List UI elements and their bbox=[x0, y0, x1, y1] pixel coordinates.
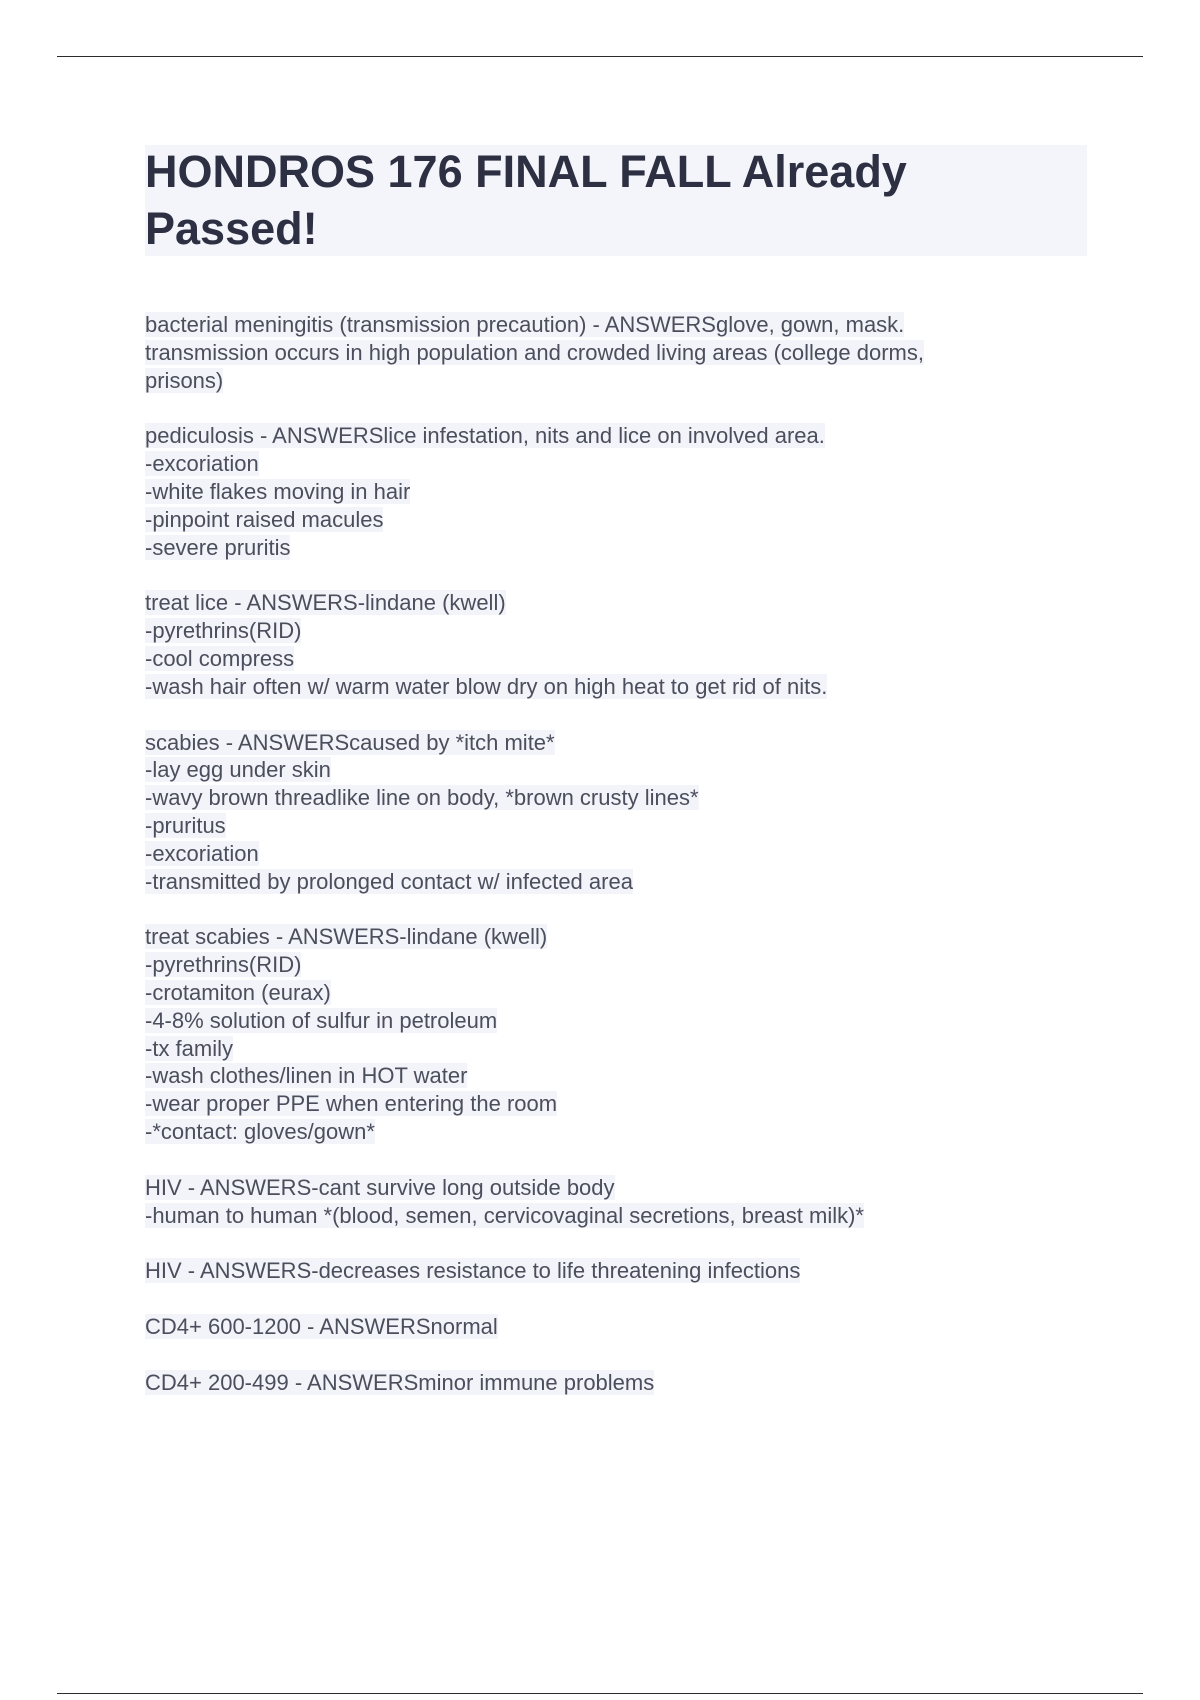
qa-line: CD4+ 200-499 - ANSWERSminor immune problems bbox=[145, 1369, 655, 1395]
qa-entry bbox=[145, 1174, 1045, 1230]
qa-line: HIV - ANSWERS-cant survive long outside body bbox=[145, 1174, 615, 1200]
bottom-rule bbox=[57, 1693, 1143, 1694]
title-line: Passed! bbox=[145, 203, 318, 254]
qa-line: -excoriation bbox=[145, 451, 259, 477]
qa-line: CD4+ 600-1200 - ANSWERSnormal bbox=[145, 1314, 498, 1340]
qa-line: -transmitted by prolonged contact w/ infected area bbox=[145, 868, 633, 894]
qa-line: pediculosis - ANSWERSlice infestation, nits and lice on involved area. bbox=[145, 423, 825, 449]
qa-entry bbox=[145, 1313, 1045, 1341]
top-rule bbox=[57, 56, 1143, 57]
qa-entry bbox=[145, 422, 1045, 561]
qa-entry bbox=[145, 729, 1045, 896]
qa-line: HIV - ANSWERS-decreases resistance to life threatening infections bbox=[145, 1258, 801, 1284]
qa-line: -cool compress bbox=[145, 645, 295, 671]
qa-line: bacterial meningitis (transmission precaution) - ANSWERSglove, gown, mask. bbox=[145, 312, 905, 337]
qa-line: treat scabies - ANSWERS-lindane (kwell) bbox=[145, 924, 548, 950]
qa-list bbox=[145, 311, 1045, 1425]
qa-entry bbox=[145, 1369, 1045, 1397]
qa-line: -tx family bbox=[145, 1035, 233, 1061]
qa-line: -wash clothes/linen in HOT water bbox=[145, 1063, 468, 1089]
qa-line: transmission occurs in high population and crowded living areas (college dorms, bbox=[145, 339, 924, 365]
qa-line: -severe pruritis bbox=[145, 534, 291, 560]
qa-line: prisons) bbox=[145, 367, 224, 393]
qa-line: -wear proper PPE when entering the room bbox=[145, 1091, 558, 1117]
qa-entry bbox=[145, 311, 1045, 394]
qa-line: -white flakes moving in hair bbox=[145, 478, 411, 504]
qa-line: -pinpoint raised macules bbox=[145, 506, 384, 532]
qa-line: -excoriation bbox=[145, 840, 259, 866]
qa-line: -4-8% solution of sulfur in petroleum bbox=[145, 1007, 498, 1033]
qa-line: -human to human *(blood, semen, cervicovaginal secretions, breast milk)* bbox=[145, 1202, 864, 1228]
document-title bbox=[145, 143, 1087, 257]
qa-line: -wash hair often w/ warm water blow dry on high heat to get rid of nits. bbox=[145, 673, 828, 699]
qa-line: -*contact: gloves/gown* bbox=[145, 1118, 375, 1144]
title-line: HONDROS 176 FINAL FALL Already bbox=[145, 146, 907, 197]
qa-entry bbox=[145, 923, 1045, 1145]
qa-line: -wavy brown threadlike line on body, *brown crusty lines* bbox=[145, 785, 699, 811]
qa-line: -pyrethrins(RID) bbox=[145, 952, 302, 978]
qa-entry bbox=[145, 1257, 1045, 1285]
qa-line: -lay egg under skin bbox=[145, 757, 331, 783]
qa-entry bbox=[145, 589, 1045, 700]
qa-line: scabies - ANSWERScaused by *itch mite* bbox=[145, 729, 555, 755]
qa-line: -pruritus bbox=[145, 812, 226, 838]
qa-line: -crotamiton (eurax) bbox=[145, 979, 331, 1005]
qa-line: -pyrethrins(RID) bbox=[145, 618, 302, 644]
qa-line: treat lice - ANSWERS-lindane (kwell) bbox=[145, 590, 506, 616]
